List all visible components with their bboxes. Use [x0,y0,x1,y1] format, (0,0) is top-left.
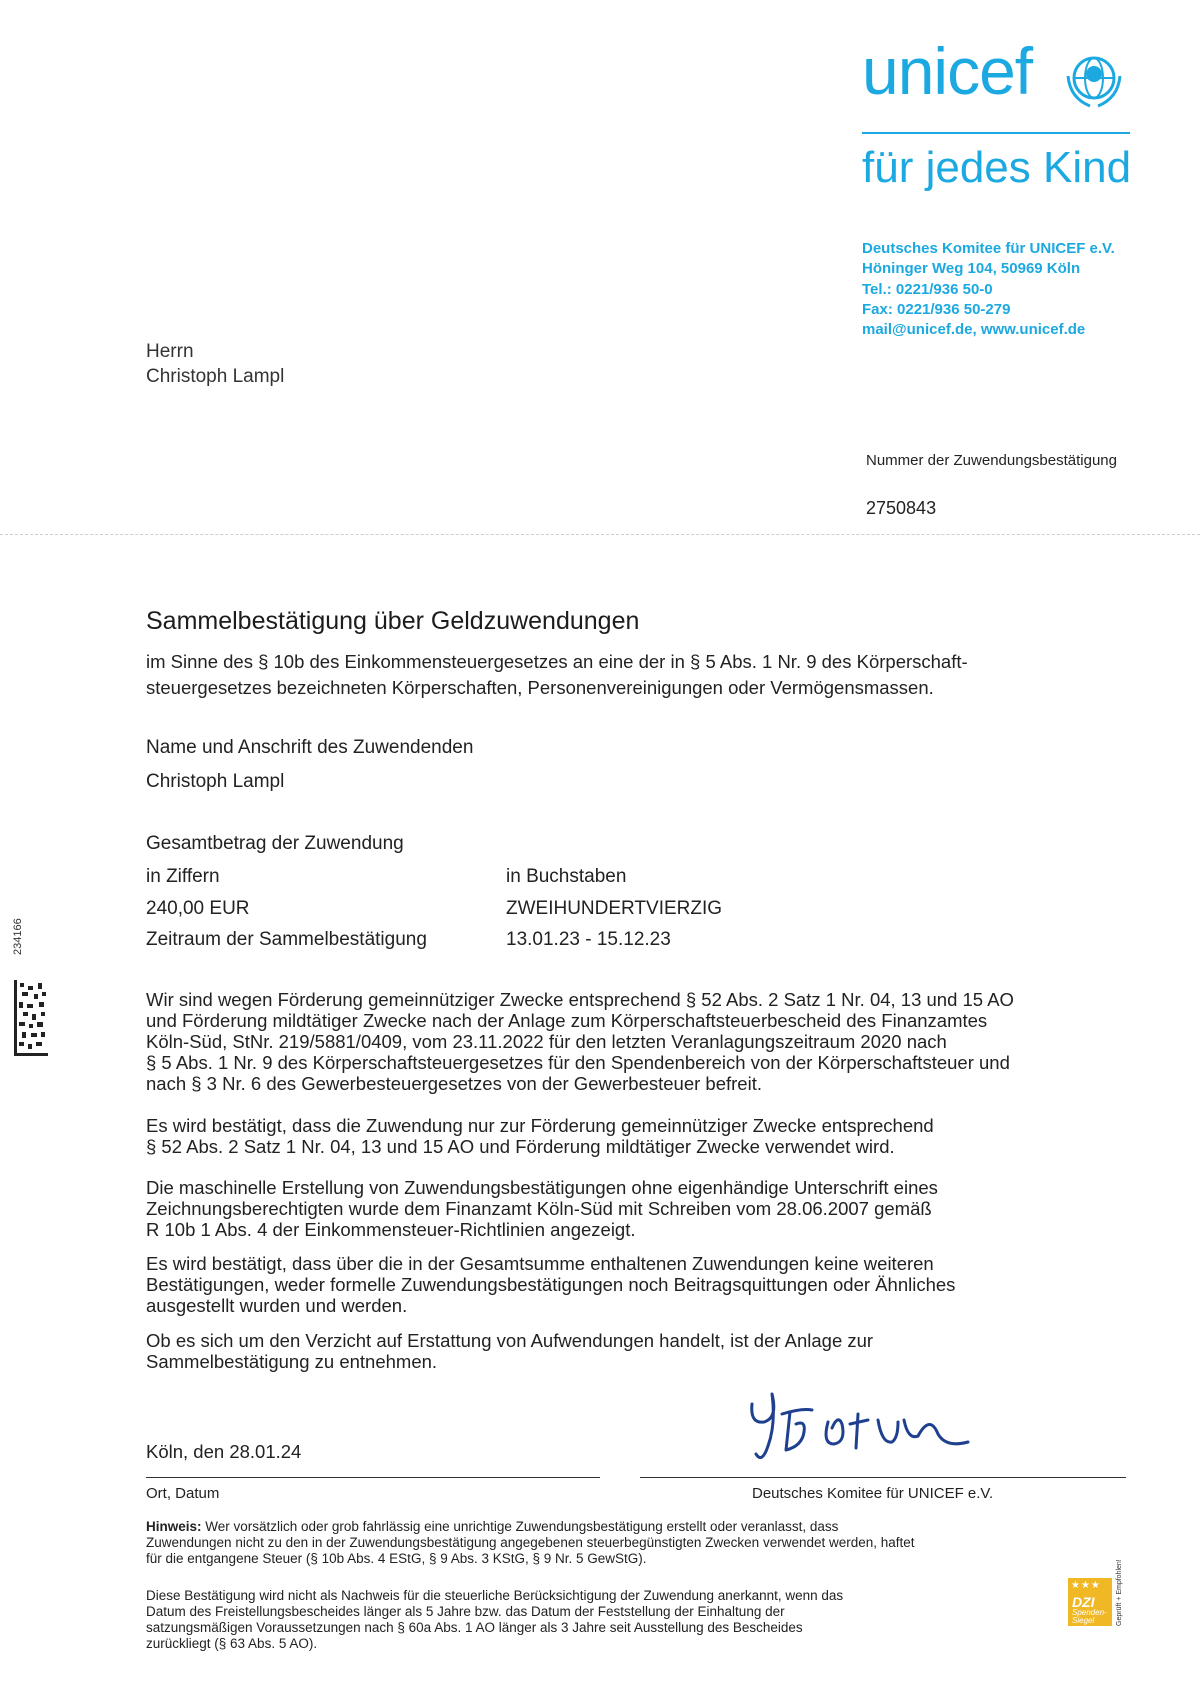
handwritten-signature-icon [742,1384,972,1470]
sender-fax: Fax: 0221/936 50-279 [862,301,1011,318]
paragraph-line: Bestätigungen, weder formelle Zuwendungsbestätigungen noch Beitragsquittungen oder Ähnliches [146,1274,956,1295]
note-line: Zuwendungen nicht zu den in der Zuwendungsbestätigung angegebenen steuerbegünstigten Zwecken verwendet werden, haftet [146,1535,915,1550]
paragraph-line: Es wird bestätigt, dass die Zuwendung nur zur Förderung gemeinnütziger Zwecke entsprechend [146,1115,934,1136]
amount-digits-label: in Ziffern [146,866,220,887]
recipient-salutation: Herrn [146,341,194,362]
subtitle-line-1: im Sinne des § 10b des Einkommensteuergesetzes an eine der in § 5 Abs. 1 Nr. 9 des Körperschaft- [146,651,968,672]
note-line: zurückliegt (§ 63 Abs. 5 AO). [146,1636,318,1651]
paragraph-line: und Förderung mildtätiger Zwecke nach der Anlage zum Körperschaftsteuerbescheid des Finanzamtes [146,1010,988,1031]
dzi-label: DZI [1072,1594,1095,1610]
place-date-line [146,1477,600,1478]
sender-name: Deutsches Komitee für UNICEF e.V. [862,240,1115,257]
place-date-label: Ort, Datum [146,1485,220,1502]
paragraph-line: Es wird bestätigt, dass über die in der Gesamtsumme enthaltenen Zuwendungen keine weiteren [146,1253,934,1274]
paragraph-no-further-confirmations [146,1253,1116,1316]
sender-tel: Tel.: 0221/936 50-0 [862,281,993,298]
paragraph-waiver [146,1330,1116,1372]
note-line: satzungsmäßigen Voraussetzungen nach § 60a Abs. 1 AO länger als 3 Jahre seit Ausstellung des Bescheides [146,1620,803,1635]
confirmation-number-value: 2750843 [866,498,937,518]
hinweis-note [146,1519,1056,1567]
paragraph-machine-signature [146,1177,1116,1240]
unicef-globe-emblem-icon [1060,46,1128,114]
dzi-sub-line: Spenden- [1072,1608,1107,1617]
amount-label: Gesamtbetrag der Zuwendung [146,833,404,854]
subtitle-line-2: steuergesetzes bezeichneten Körperschaften, Personenvereinigungen oder Vermögensmassen. [146,677,934,698]
period-value: 13.01.23 - 15.12.23 [506,929,671,950]
note-line: für die entgangene Steuer (§ 10b Abs. 4 EStG, § 9 Abs. 3 KStG, § 9 Nr. 5 GewStG). [146,1551,647,1566]
paragraph-line: nach § 3 Nr. 6 des Gewerbesteuergesetzes von der Gewerbesteuer befreit. [146,1073,762,1094]
paragraph-line: Köln-Süd, StNr. 219/5881/0409, vom 23.11.2022 für den letzten Veranlagungszeitraum 2020 nach [146,1031,947,1052]
donor-name: Christoph Lampl [146,771,285,792]
paragraph-line: Zeichnungsberechtigten wurde dem Finanzamt Köln-Süd mit Schreiben vom 28.06.2007 gemäß [146,1198,932,1219]
confirmation-number-label: Nummer der Zuwendungsbestätigung [866,452,1117,469]
amount-digits-value: 240,00 EUR [146,898,250,919]
sender-street: Höninger Weg 104, 50969 Köln [862,260,1081,277]
hinweis-label: Hinweis: [146,1519,202,1534]
paragraph-line: R 10b 1 Abs. 4 der Einkommensteuer-Richtlinien angezeigt. [146,1219,636,1240]
amount-letters-label: in Buchstaben [506,866,627,887]
note-line: Datum des Freistellungsbescheides länger als 5 Jahre bzw. das Datum der Feststellung der Einhaltung der [146,1604,785,1619]
paragraph-line: § 52 Abs. 2 Satz 1 Nr. 04, 13 und 15 AO und Förderung mildtätiger Zwecke verwendet wird. [146,1136,895,1157]
paragraph-line: Die maschinelle Erstellung von Zuwendungsbestätigungen ohne eigenhändige Unterschrift eines [146,1177,938,1198]
period-label: Zeitraum der Sammelbestätigung [146,929,427,950]
fold-line [0,534,1200,535]
note-line: Diese Bestätigung wird nicht als Nachweis für die steuerliche Berücksichtigung der Zuwendung anerkannt, wenn das [146,1588,844,1603]
donor-label: Name und Anschrift des Zuwendenden [146,737,474,758]
side-code: 234166 [12,918,24,955]
signature-line [640,1477,1126,1478]
paragraph-line: ausgestellt wurden und werden. [146,1295,408,1316]
dzi-spenden-siegel [1068,1578,1112,1626]
paragraph-line: Sammelbestätigung zu entnehmen. [146,1351,438,1372]
star-icon: ★★★ [1071,1580,1101,1591]
recipient-name: Christoph Lampl [146,366,285,387]
page-title: Sammelbestätigung über Geldzuwendungen [146,607,640,635]
logo-divider [862,132,1130,134]
dzi-sub [1072,1609,1107,1625]
unicef-wordmark: unicef [862,34,1033,108]
place-date: Köln, den 28.01.24 [146,1441,302,1462]
paragraph-exemption [146,989,1116,1094]
dzi-side-text: Geprüft + Empfohlen! [1116,1559,1123,1626]
paragraph-line: Ob es sich um den Verzicht auf Erstattung von Aufwendungen handelt, ist der Anlage zur [146,1330,874,1351]
note-line: Wer vorsätzlich oder grob fahrlässig eine unrichtige Zuwendungsbestätigung erstellt oder veranlasst, dass [205,1519,839,1534]
signatory-organization: Deutsches Komitee für UNICEF e.V. [752,1485,994,1502]
sender-web: mail@unicef.de, www.unicef.de [862,321,1086,338]
paragraph-line: § 5 Abs. 1 Nr. 9 des Körperschaftsteuergesetzes für den Spendenbereich von der Körperschaftsteuer und [146,1052,1010,1073]
datamatrix-code-icon [14,980,48,1056]
paragraph-usage [146,1115,1116,1157]
amount-letters-value: ZWEIHUNDERTVIERZIG [506,898,723,919]
unicef-tagline: für jedes Kind [862,143,1132,192]
validity-note [146,1588,1056,1652]
paragraph-line: Wir sind wegen Förderung gemeinnütziger Zwecke entsprechend § 52 Abs. 2 Satz 1 Nr. 04, 13 und 15 AO [146,989,1014,1010]
dzi-sub-line: Siegel [1072,1616,1095,1625]
